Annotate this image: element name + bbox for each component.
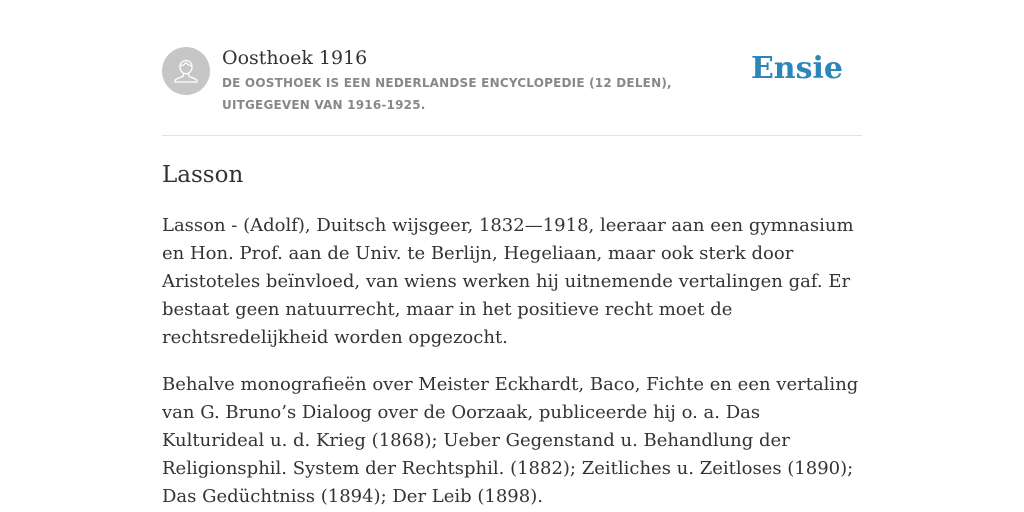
page-container xyxy=(162,0,862,507)
source-title[interactable]: Oosthoek 1916 xyxy=(222,47,368,69)
source-description: DE OOSTHOEK IS EEN NEDERLANDSE ENCYCLOPEDIE (12 DELEN), UITGEGEVEN VAN 1916-1925. xyxy=(222,76,672,112)
source-header xyxy=(162,0,862,136)
entry-body xyxy=(162,212,862,512)
entry-paragraph: Lasson - (Adolf), Duitsch wijsgeer, 1832—1918, leeraar aan een gymnasium en Hon. Prof. aan de Univ. te Berlijn, Hegeliaan, maar ook sterk door Aristoteles beïnvloed, van wiens werken hij uitnemende vertalingen gaf. Er bestaat geen natuurrecht, maar in het positieve recht moet de rechtsredelijkheid worden opgezocht. xyxy=(162,215,854,348)
avatar[interactable] xyxy=(162,47,210,95)
entry-title: Lasson xyxy=(162,162,244,188)
user-icon xyxy=(162,47,210,95)
ensie-logo-link[interactable]: Ensie xyxy=(750,51,843,86)
entry-paragraph: Behalve monografieën over Meister Eckhardt, Baco, Fichte en een vertaling van G. Bruno’s Dialoog over de Oorzaak, publiceerde hij o. a. Das Kulturideal u. d. Krieg (1868); Ueber Gegenstand u. Behandlung der Religionsphil. System der Rechtsphil. (1882); Zeitliches u. Zeitloses (1890); Das Gedüchtniss (1894); Der Leib (1898). xyxy=(162,374,859,507)
